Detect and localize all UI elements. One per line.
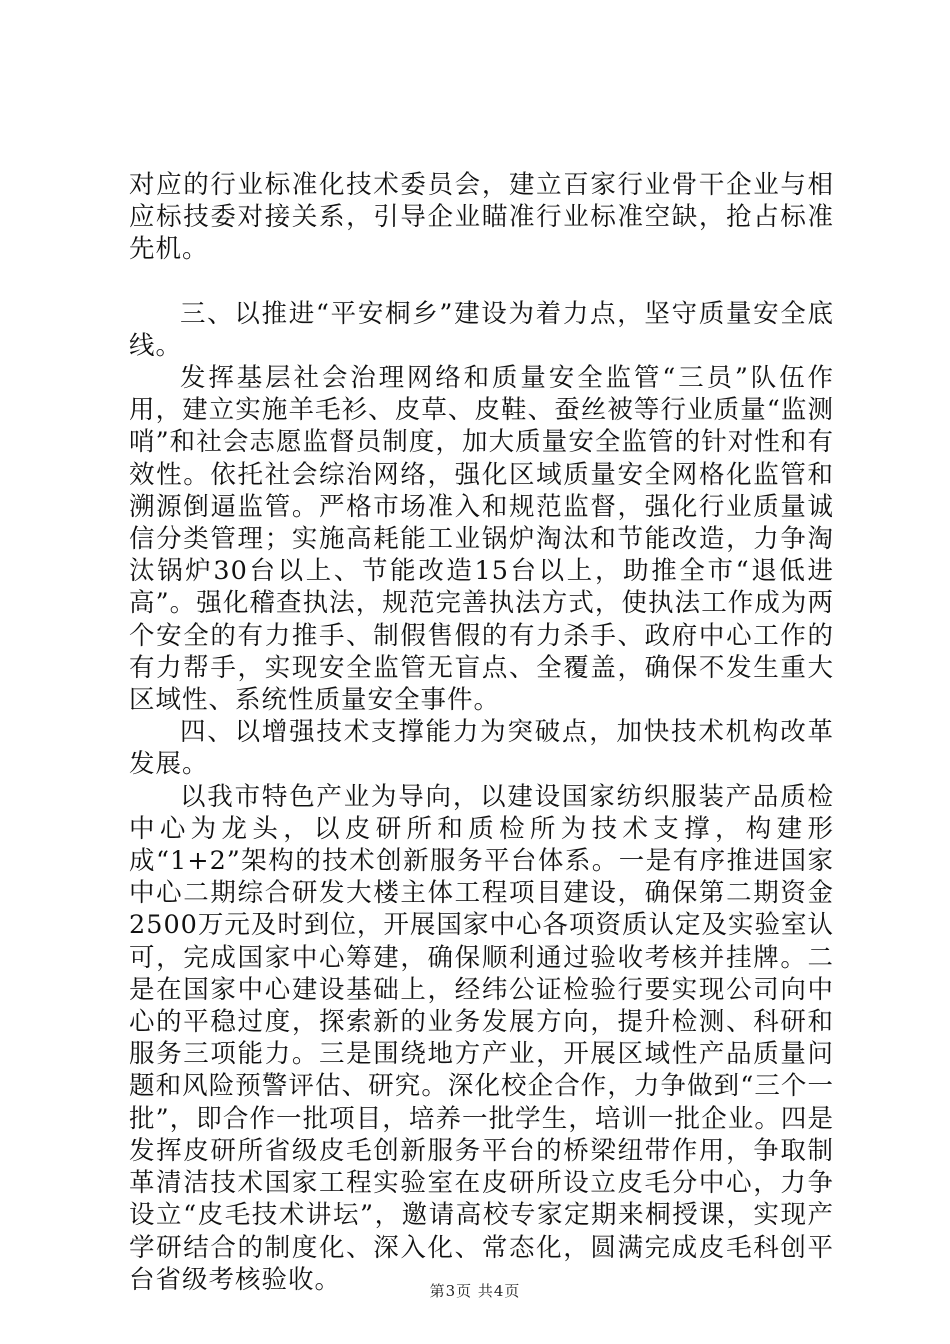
section-heading-three: 三、以推进“平安桐乡”建设为着力点，坚守质量安全底线。 xyxy=(129,298,834,361)
document-body xyxy=(129,169,834,1296)
paragraph-safety-supervision: 发挥基层社会治理网络和质量安全监管“三员”队伍作用，建立实施羊毛衫、皮草、皮鞋、蚕丝被等行业质量“监测哨”和社会志愿监督员制度，加大质量安全监管的针对性和有效性。依托社会综治网络，强化区域质量安全网格化监管和溯源倒逼监管。严格市场准入和规范监督，强化行业质量诚信分类管理；实施高耗能工业锅炉淘汰和节能改造，力争淘汰锅炉30台以上、节能改造15台以上，助推全市“退低进高”。强化稽查执法，规范完善执法方式，使执法工作成为两个安全的有力推手、制假售假的有力杀手、政府中心工作的有力帮手，实现安全监管无盲点、全覆盖，确保不发生重大区域性、系统性质量安全事件。 xyxy=(129,363,834,716)
paragraph-technical-support: 以我市特色产业为导向，以建设国家纺织服装产品质检中心为龙头，以皮研所和质检所为技术支撑，构建形成“1+2”架构的技术创新服务平台体系。一是有序推进国家中心二期综合研发大楼主体工程项目建设，确保第二期资金2500万元及时到位，开展国家中心各项资质认定及实验室认可，完成国家中心筹建，确保顺利通过验收考核并挂牌。二是在国家中心建设基础上，经纬公证检验行要实现公司向中心的平稳过度，探索新的业务发展方向，提升检测、科研和服务三项能力。三是围绕地方产业，开展区域性产品质量问题和风险预警评估、研究。深化校企合作，力争做到“三个一批”，即合作一批项目，培养一批学生，培训一批企业。四是发挥皮研所省级皮毛创新服务平台的桥梁纽带作用，争取制革清洁技术国家工程实验室在皮研所设立皮毛分中心，力争设立“皮毛技术讲坛”，邀请高校专家定期来桐授课，实现产学研结合的制度化、深入化、常态化，圆满完成皮毛科创平台省级考核验收。 xyxy=(129,781,834,1295)
page-footer xyxy=(0,1280,950,1301)
section-heading-four: 四、以增强技术支撑能力为突破点，加快技术机构改革发展。 xyxy=(129,717,834,780)
paragraph-continuation: 对应的行业标准化技术委员会，建立百家行业骨干企业与相应标技委对接关系，引导企业瞄准行业标准空缺，抢占标准先机。 xyxy=(129,170,834,265)
page-number-label: 第3页 共4页 xyxy=(429,1282,521,1300)
